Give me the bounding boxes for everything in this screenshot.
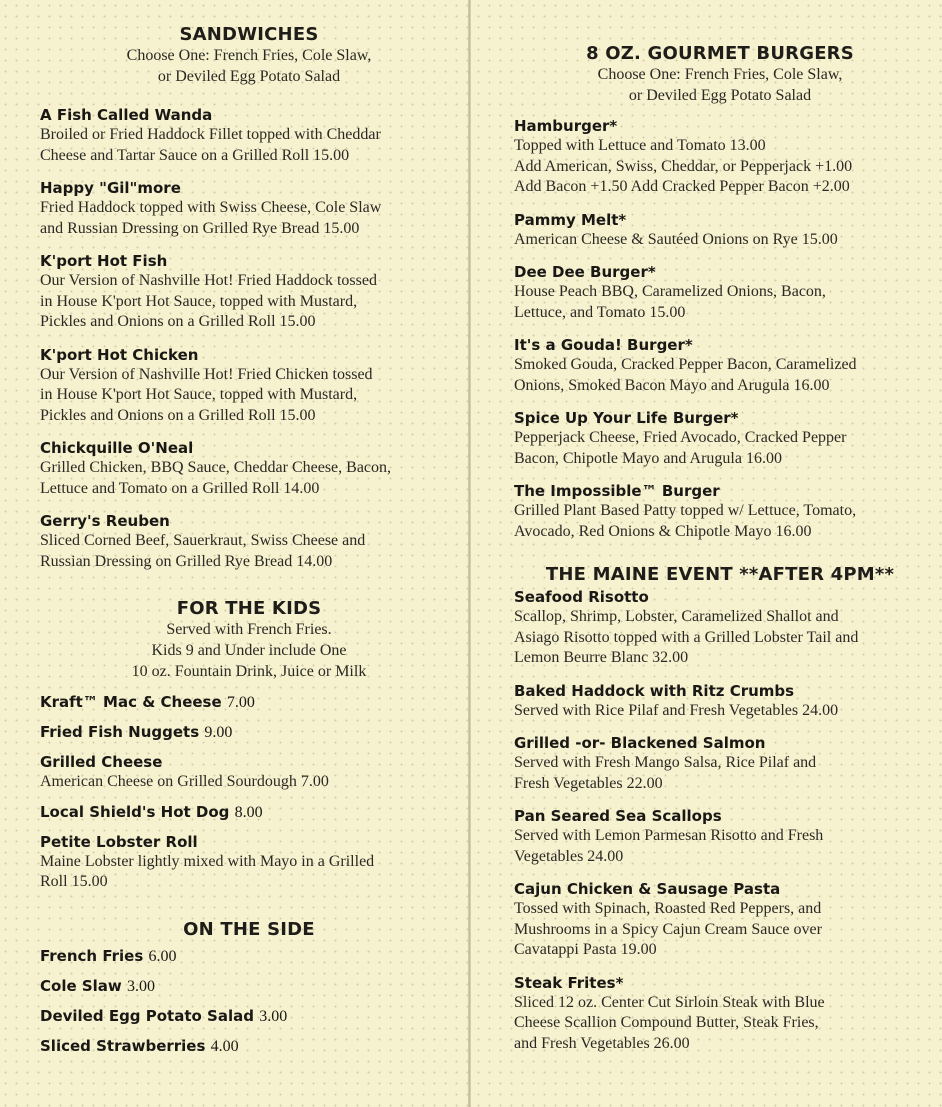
item-name: Spice Up Your Life Burger* bbox=[514, 409, 739, 427]
item-price: 3.00 bbox=[259, 1007, 288, 1025]
item-description: Broiled or Fried Haddock Fillet topped with Cheddar Cheese and Tartar Sauce on a Grilled Roll 15.00 bbox=[40, 126, 381, 164]
maine-event-heading: THE MAINE EVENT **AFTER 4PM** bbox=[545, 564, 895, 585]
item-name: Chickquille O'Neal bbox=[40, 439, 194, 457]
menu-item bbox=[514, 210, 926, 251]
item-description: Sliced Corned Beef, Sauerkraut, Swiss Cheese and Russian Dressing on Grilled Rye Bread 14.00 bbox=[40, 532, 366, 570]
item-description: Grilled Chicken, BBQ Sauce, Cheddar Cheese, Bacon, Lettuce and Tomato on a Grilled Roll 14.00 bbox=[40, 459, 392, 497]
item-name: Gerry's Reuben bbox=[40, 512, 170, 530]
item-description: Our Version of Nashville Hot! Fried Chicken tossed in House K'port Hot Sauce, topped with Mustard, Pickles and Onions on a Grilled Roll 15.00 bbox=[40, 365, 373, 424]
sandwiches-sides-note: Choose One: French Fries, Cole Slaw, or Deviled Egg Potato Salad bbox=[126, 47, 372, 85]
item-name: Hamburger* bbox=[514, 117, 618, 135]
item-name: Cajun Chicken & Sausage Pasta bbox=[514, 880, 781, 898]
burgers-heading: 8 OZ. GOURMET BURGERS bbox=[586, 43, 854, 64]
menu-item bbox=[514, 262, 926, 323]
item-description: Pepperjack Cheese, Fried Avocado, Cracked Pepper Bacon, Chipotle Mayo and Arugula 16.00 bbox=[514, 429, 847, 467]
menu-item bbox=[514, 973, 926, 1055]
item-name: K'port Hot Chicken bbox=[40, 345, 199, 364]
left-column bbox=[40, 0, 458, 1057]
page-fold bbox=[468, 0, 471, 1107]
item-name: Seafood Risotto bbox=[514, 588, 649, 606]
kids-note: Served with French Fries. Kids 9 and Under include One 10 oz. Fountain Drink, Juice or Milk bbox=[131, 621, 367, 680]
menu-item bbox=[40, 692, 458, 713]
item-price: 6.00 bbox=[148, 947, 177, 965]
menu-item bbox=[40, 752, 458, 793]
item-price: 3.00 bbox=[127, 977, 156, 995]
item-description: Served with Rice Pilaf and Fresh Vegetables 24.00 bbox=[514, 701, 839, 719]
menu-item bbox=[514, 879, 926, 961]
item-price: 7.00 bbox=[226, 694, 255, 711]
menu-item bbox=[40, 802, 458, 823]
menu-item bbox=[514, 408, 926, 469]
item-name: Local Shield's Hot Dog bbox=[40, 802, 230, 821]
menu-item bbox=[40, 832, 458, 893]
item-description: Served with Fresh Mango Salsa, Rice Pilaf and Fresh Vegetables 22.00 bbox=[514, 754, 817, 792]
menu-item bbox=[514, 116, 926, 198]
item-name: Kraft™ Mac & Cheese bbox=[40, 693, 222, 711]
menu-item bbox=[40, 722, 458, 743]
item-name: Pan Seared Sea Scallops bbox=[514, 807, 722, 825]
menu-item bbox=[514, 806, 926, 867]
menu-item bbox=[514, 335, 926, 396]
menu-item bbox=[40, 1036, 458, 1057]
item-name: Steak Frites* bbox=[514, 973, 624, 992]
menu-item bbox=[40, 438, 458, 499]
item-description: Our Version of Nashville Hot! Fried Haddock tossed in House K'port Hot Sauce, topped with Mustard, Pickles and Onions on a Grilled Roll 15.00 bbox=[40, 272, 377, 330]
item-name: Sliced Strawberries bbox=[40, 1036, 206, 1055]
menu-item bbox=[40, 976, 458, 997]
item-price: 4.00 bbox=[210, 1037, 239, 1055]
item-description: Tossed with Spinach, Roasted Red Peppers, and Mushrooms in a Spicy Cajun Cream Sauce over Cavatappi Pasta 19.00 bbox=[514, 900, 822, 958]
item-name: Fried Fish Nuggets bbox=[40, 723, 200, 741]
item-name: Grilled -or- Blackened Salmon bbox=[514, 734, 766, 752]
menu-item bbox=[514, 681, 926, 722]
menu-item bbox=[40, 1006, 458, 1027]
item-description: Topped with Lettuce and Tomato 13.00 Add American, Swiss, Cheddar, or Pepperjack +1.00 Add Bacon +1.50 Add Cracked Pepper Bacon +2.00 bbox=[514, 137, 853, 195]
menu-item bbox=[514, 481, 926, 542]
item-description: Scallop, Shrimp, Lobster, Caramelized Shallot and Asiago Risotto topped with a Grilled Lobster Tail and Lemon Beurre Blanc 32.00 bbox=[514, 608, 859, 666]
burgers-sides-note: Choose One: French Fries, Cole Slaw, or Deviled Egg Potato Salad bbox=[597, 66, 843, 104]
item-name: Petite Lobster Roll bbox=[40, 832, 198, 851]
item-description: Smoked Gouda, Cracked Pepper Bacon, Caramelized Onions, Smoked Bacon Mayo and Arugula 16.00 bbox=[514, 356, 857, 394]
item-name: The Impossible™ Burger bbox=[514, 482, 720, 500]
item-name: A Fish Called Wanda bbox=[40, 106, 213, 124]
item-price: 9.00 bbox=[204, 724, 233, 741]
menu-item bbox=[514, 587, 926, 669]
item-name: K'port Hot Fish bbox=[40, 252, 168, 270]
item-description: American Cheese on Grilled Sourdough 7.00 bbox=[40, 773, 329, 790]
item-description: American Cheese & Sautéed Onions on Rye 15.00 bbox=[514, 230, 838, 248]
item-description: Grilled Plant Based Patty topped w/ Lettuce, Tomato, Avocado, Red Onions & Chipotle Mayo 16.00 bbox=[514, 502, 857, 540]
item-description: Sliced 12 oz. Center Cut Sirloin Steak with Blue Cheese Scallion Compound Butter, Steak Fries, and Fresh Vegetables 26.00 bbox=[514, 993, 825, 1052]
menu-item bbox=[40, 178, 458, 239]
kids-heading: FOR THE KIDS bbox=[176, 598, 322, 619]
item-description: House Peach BBQ, Caramelized Onions, Bacon, Lettuce, and Tomato 15.00 bbox=[514, 283, 826, 321]
item-name: Cole Slaw bbox=[40, 976, 122, 995]
item-name: It's a Gouda! Burger* bbox=[514, 336, 693, 354]
sandwiches-heading: SANDWICHES bbox=[179, 24, 319, 45]
menu-item bbox=[40, 105, 458, 166]
menu-item bbox=[40, 946, 458, 967]
item-price: 8.00 bbox=[234, 803, 263, 821]
menu-item bbox=[40, 511, 458, 572]
menu-item bbox=[40, 251, 458, 333]
item-name: Dee Dee Burger* bbox=[514, 263, 656, 281]
menu-item bbox=[40, 345, 458, 427]
item-description: Maine Lobster lightly mixed with Mayo in a Grilled Roll 15.00 bbox=[40, 852, 375, 890]
item-name: Grilled Cheese bbox=[40, 753, 163, 771]
item-name: Happy "Gil"more bbox=[40, 179, 181, 197]
side-heading: ON THE SIDE bbox=[183, 918, 315, 940]
right-column bbox=[514, 0, 926, 1054]
item-description: Fried Haddock topped with Swiss Cheese, Cole Slaw and Russian Dressing on Grilled Rye Bread 15.00 bbox=[40, 199, 382, 237]
item-description: Served with Lemon Parmesan Risotto and Fresh Vegetables 24.00 bbox=[514, 827, 824, 865]
item-name: Baked Haddock with Ritz Crumbs bbox=[514, 681, 795, 700]
item-name: Deviled Egg Potato Salad bbox=[40, 1006, 254, 1025]
item-name: Pammy Melt* bbox=[514, 210, 627, 229]
menu-item bbox=[514, 733, 926, 794]
item-name: French Fries bbox=[40, 946, 144, 965]
